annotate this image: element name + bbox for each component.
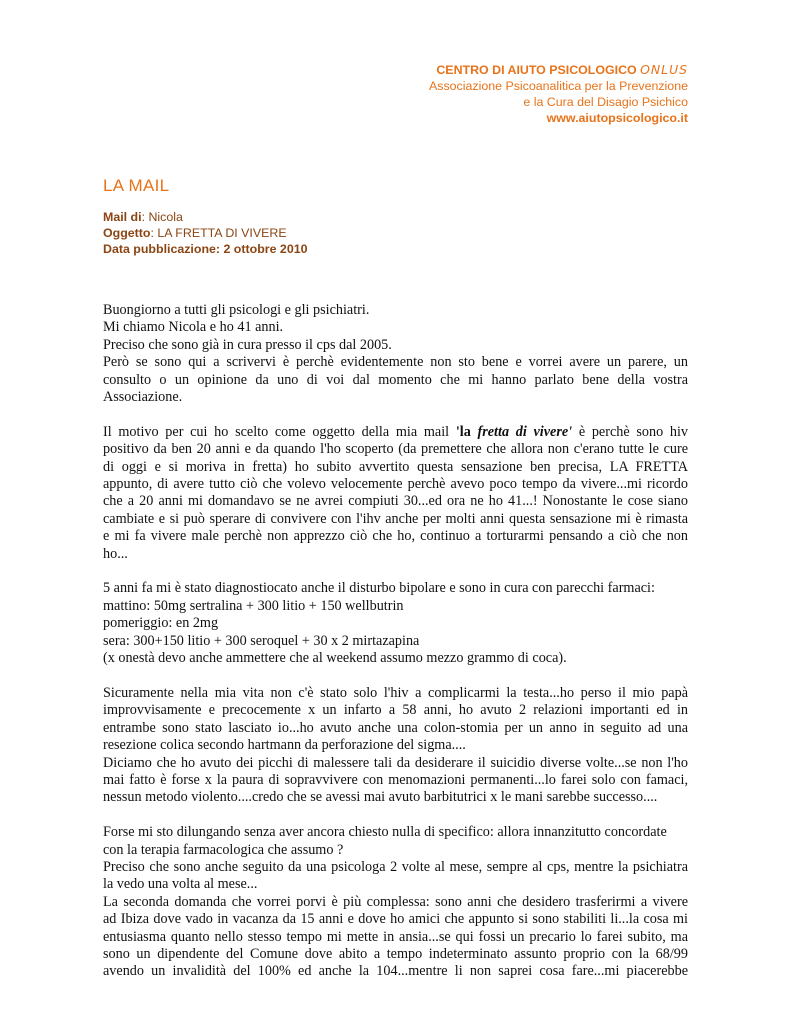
inline-text: Il motivo per cui ho scelto come oggetto della mia mail [103, 423, 456, 440]
text-line: che a 20 anni mi domandavo se ne avrei compiuti 30...ed ora ne ho 41...! Nonostante le cose siano [103, 493, 688, 510]
text-line: e mi fa vivere male perchè non apprezzo ciò che ho, continuo a torturarmi pensando a ciò che non [103, 528, 688, 545]
text-line: Forse mi sto dilungando senza aver ancora chiesto nulla di specifico: allora innanzitutto concordate [103, 824, 667, 841]
text-line: ad Ibiza dove vado in vacanza da 15 anni e dove ho amici che appunto si sono stabiliti li...la cosa mi [103, 911, 688, 928]
text-line: improvvisamente e precocemente x un infarto a 58 anni, ho avuto 2 relazioni importanti ed in [103, 702, 688, 719]
organization-suffix: ONLUS [640, 62, 688, 77]
organization-website: www.aiutopsicologico.it [546, 111, 688, 125]
text-line: La seconda domanda che vorrei porvi è più complessa: sono anni che desidero trasferirmi a vivere [103, 893, 688, 910]
text-line: sera: 300+150 litio + 300 seroquel + 30 x 2 mirtazapina [103, 632, 420, 649]
text-line: Preciso che sono già in cura presso il cps dal 2005. [103, 336, 392, 353]
text-line: mai fatto è forse x la paura di sopravvivere con menomazioni permanenti...lo farei solo con famaci, [103, 771, 688, 788]
text-line: positivo da ben 20 anni e da quando l'ho scoperto (da premettere che allora non c'erano tutte le cure [103, 441, 688, 458]
text-line: Diciamo che ho avuto dei picchi di malessere tali da desiderare il suicidio diverse volte...se non l'ho [103, 754, 688, 771]
text-line [103, 424, 688, 441]
publication-date [103, 241, 308, 257]
emphasis-text: 'la [455, 423, 478, 440]
mail-sender [103, 209, 308, 225]
text-line: entrambe sono stato lasciato io...ho avuto anche una colon-stomia per un anno in seguito ad una [103, 719, 688, 736]
text-line: Però se sono qui a scrivervi è perchè evidentemente non sto bene e vorrei avere un parere, un [103, 354, 688, 371]
text-line: Buongiorno a tutti gli psicologi e gli psichiatri. [103, 302, 370, 318]
text-line: 5 anni fa mi è stato diagnostiocato anche il disturbo bipolare e sono in cura con parecchi farmaci: [103, 580, 655, 597]
sender-label: Mail di [103, 210, 142, 224]
text-line: entusiasma quanto nello stesso tempo mi mette in ansia...se qui fossi un precario lo farei subito, ma [103, 928, 688, 945]
text-line: la vedo una volta al mese... [103, 876, 258, 893]
paragraph-history [103, 685, 688, 807]
organization-header [429, 62, 688, 126]
text-line: consulto o un opinione da uno di voi dal momento che mi hanno parlato bene della vostra [103, 371, 688, 388]
organization-description-2: e la Cura del Disagio Psichico [523, 95, 688, 109]
organization-name-line [429, 62, 688, 78]
mail-metadata [103, 209, 308, 257]
emphasis-italic-text: fretta di vivere' [477, 423, 573, 440]
text-line: Associazione. [103, 389, 183, 406]
text-line: Sicuramente nella mia vita non c'è stato solo l'hiv a complicarmi la testa...ho perso il mio papà [103, 684, 688, 701]
paragraph-intro [103, 302, 688, 406]
organization-name: CENTRO DI AIUTO PSICOLOGICO [436, 63, 637, 77]
subject-value: : LA FRETTA DI VIVERE [150, 226, 287, 240]
text-line: pomeriggio: en 2mg [103, 615, 219, 632]
paragraph-questions [103, 824, 688, 981]
text-line: Preciso che sono anche seguito da una psicologa 2 volte al mese, sempre al cps, mentre la psichiatra [103, 858, 688, 875]
text-line: avendo un invalidità del 100% ed anche la 104...mentre li non saprei cosa fare...mi piacerebbe [103, 963, 688, 980]
text-line: di oggi e si moriva in fretta) ho subito avvertito questa sensazione ben precisa, LA FRETTA [103, 458, 688, 475]
text-line: appunto, di avere tutto ciò che volevo velocemente perchè avevo poco tempo da vivere...mi ricordo [103, 476, 688, 493]
text-line: resezione colica secondo hartmann da perforazione del sigma.... [103, 737, 466, 754]
mail-body [103, 302, 688, 998]
text-line: mattino: 50mg sertralina + 300 litio + 150 wellbutrin [103, 597, 404, 614]
page-title: LA MAIL [103, 176, 170, 195]
sender-value: : Nicola [141, 210, 183, 224]
text-line: nessun metodo violento....credo che se avessi mai avuto barbitutrici x le mani sarebbe successo.... [103, 789, 658, 806]
paragraph-motivation [103, 424, 688, 563]
paragraph-therapy [103, 580, 688, 667]
subject-label: Oggetto [103, 226, 151, 240]
text-line: cambiate e si può sperare di convivere con l'ihv anche per molti anni questa sensazione mi è rimasta [103, 510, 688, 527]
mail-subject [103, 225, 308, 241]
publication-date-text: Data pubblicazione: 2 ottobre 2010 [103, 242, 308, 256]
inline-text: è perchè sono hiv [572, 423, 689, 440]
text-line: Mi chiamo Nicola e ho 41 anni. [103, 319, 284, 336]
text-line: con la terapia farmacologica che assumo ? [103, 841, 344, 858]
organization-description-1: Associazione Psicoanalitica per la Prevenzione [429, 79, 688, 93]
text-line: (x onestà devo anche ammettere che al weekend assumo mezzo grammo di coca). [103, 650, 567, 667]
text-line: sono un dipendente del Comune dove abito a tempo indeterminato assunto proprio con la 68/99 [103, 945, 688, 962]
text-line: ho... [103, 545, 128, 562]
